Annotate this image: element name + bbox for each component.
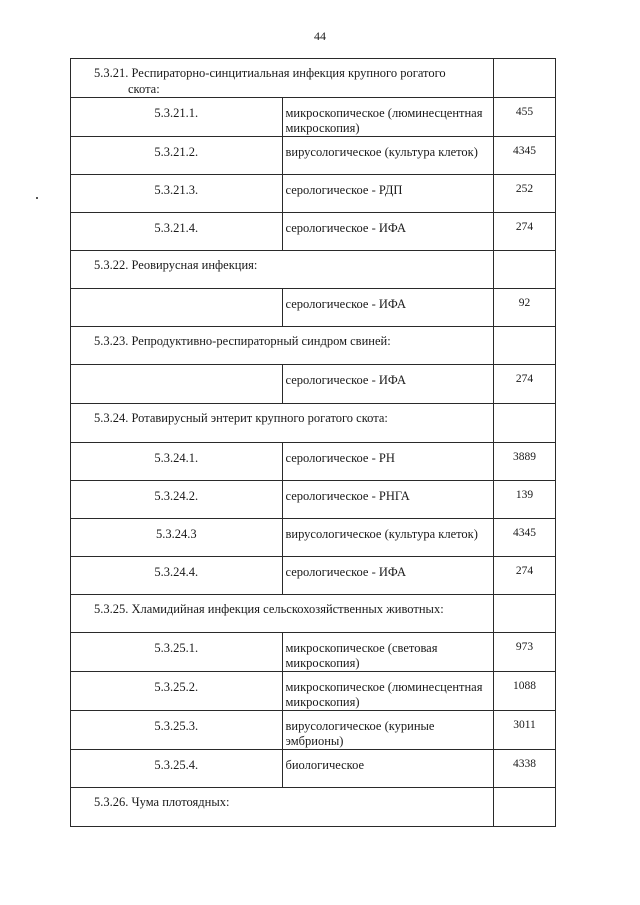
section-title: 5.3.22. Реовирусная инфекция: — [94, 258, 258, 272]
code-cell: 5.3.21.4. — [71, 213, 283, 251]
table-row — [71, 175, 556, 213]
code-cell: 5.3.24.4. — [71, 557, 283, 595]
section-title: 5.3.26. Чума плотоядных: — [94, 795, 230, 809]
method-cell: серологическое - ИФА — [282, 557, 494, 595]
table-row — [71, 365, 556, 404]
price-table — [70, 58, 556, 827]
table-row — [71, 481, 556, 519]
price-cell — [494, 327, 556, 365]
code-cell: 5.3.24.3 — [71, 519, 283, 557]
section-header-row — [71, 788, 556, 827]
table-row — [71, 711, 556, 750]
price-cell: 4345 — [494, 519, 556, 557]
code-cell: 5.3.25.2. — [71, 672, 283, 711]
section-header-row — [71, 327, 556, 365]
price-cell: 274 — [494, 365, 556, 404]
table-row — [71, 750, 556, 788]
price-cell: 1088 — [494, 672, 556, 711]
table-row — [71, 98, 556, 137]
method-cell: микроскопическое (люминесцентная микроскопия) — [282, 98, 494, 137]
code-cell: 5.3.25.3. — [71, 711, 283, 750]
table-row — [71, 557, 556, 595]
table-row — [71, 672, 556, 711]
code-cell: 5.3.25.4. — [71, 750, 283, 788]
table-row — [71, 443, 556, 481]
price-cell: 455 — [494, 98, 556, 137]
method-cell: биологическое — [282, 750, 494, 788]
section-header — [71, 327, 494, 365]
code-cell: 5.3.24.1. — [71, 443, 283, 481]
price-cell — [494, 404, 556, 443]
method-cell: вирусологическое (культура клеток) — [282, 519, 494, 557]
price-cell: 252 — [494, 175, 556, 213]
section-title: 5.3.24. Ротавирусный энтерит крупного рогатого скота: — [94, 411, 388, 425]
code-cell: 5.3.21.3. — [71, 175, 283, 213]
code-cell — [71, 365, 283, 404]
price-cell — [494, 788, 556, 827]
section-title: 5.3.23. Репродуктивно-респираторный синдром свиней: — [94, 334, 391, 348]
price-cell — [494, 251, 556, 289]
section-header — [71, 595, 494, 633]
price-cell: 139 — [494, 481, 556, 519]
price-cell: 92 — [494, 289, 556, 327]
price-cell: 274 — [494, 213, 556, 251]
section-header-row — [71, 59, 556, 98]
table-row — [71, 213, 556, 251]
section-header-row — [71, 251, 556, 289]
method-cell: серологическое - РНГА — [282, 481, 494, 519]
method-cell: серологическое - ИФА — [282, 365, 494, 404]
code-cell: 5.3.21.2. — [71, 137, 283, 175]
price-cell: 973 — [494, 633, 556, 672]
section-title: 5.3.21. Респираторно-синцитиальная инфекция крупного рогатого — [94, 66, 446, 80]
table-row — [71, 519, 556, 557]
price-cell: 4345 — [494, 137, 556, 175]
method-cell: микроскопическое (световая микроскопия) — [282, 633, 494, 672]
price-cell: 4338 — [494, 750, 556, 788]
method-cell: вирусологическое (куриные эмбрионы) — [282, 711, 494, 750]
price-cell: 274 — [494, 557, 556, 595]
method-cell: микроскопическое (люминесцентная микроскопия) — [282, 672, 494, 711]
section-title: 5.3.25. Хламидийная инфекция сельскохозяйственных животных: — [94, 602, 444, 616]
table-row — [71, 633, 556, 672]
section-header — [71, 59, 494, 98]
code-cell: 5.3.24.2. — [71, 481, 283, 519]
method-cell: вирусологическое (культура клеток) — [282, 137, 494, 175]
section-header — [71, 251, 494, 289]
method-cell: серологическое - РН — [282, 443, 494, 481]
price-cell: 3889 — [494, 443, 556, 481]
price-cell: 3011 — [494, 711, 556, 750]
price-cell — [494, 595, 556, 633]
scan-speck — [36, 197, 38, 199]
section-title-continued: скота: — [128, 82, 160, 96]
price-cell — [494, 59, 556, 98]
method-cell: серологическое - ИФА — [282, 213, 494, 251]
code-cell — [71, 289, 283, 327]
code-cell: 5.3.25.1. — [71, 633, 283, 672]
code-cell: 5.3.21.1. — [71, 98, 283, 137]
section-header-row — [71, 404, 556, 443]
table-row — [71, 289, 556, 327]
section-header-row — [71, 595, 556, 633]
section-header — [71, 788, 494, 827]
method-cell: серологическое - ИФА — [282, 289, 494, 327]
table-row — [71, 137, 556, 175]
page-number: 44 — [314, 29, 326, 43]
section-header — [71, 404, 494, 443]
method-cell: серологическое - РДП — [282, 175, 494, 213]
